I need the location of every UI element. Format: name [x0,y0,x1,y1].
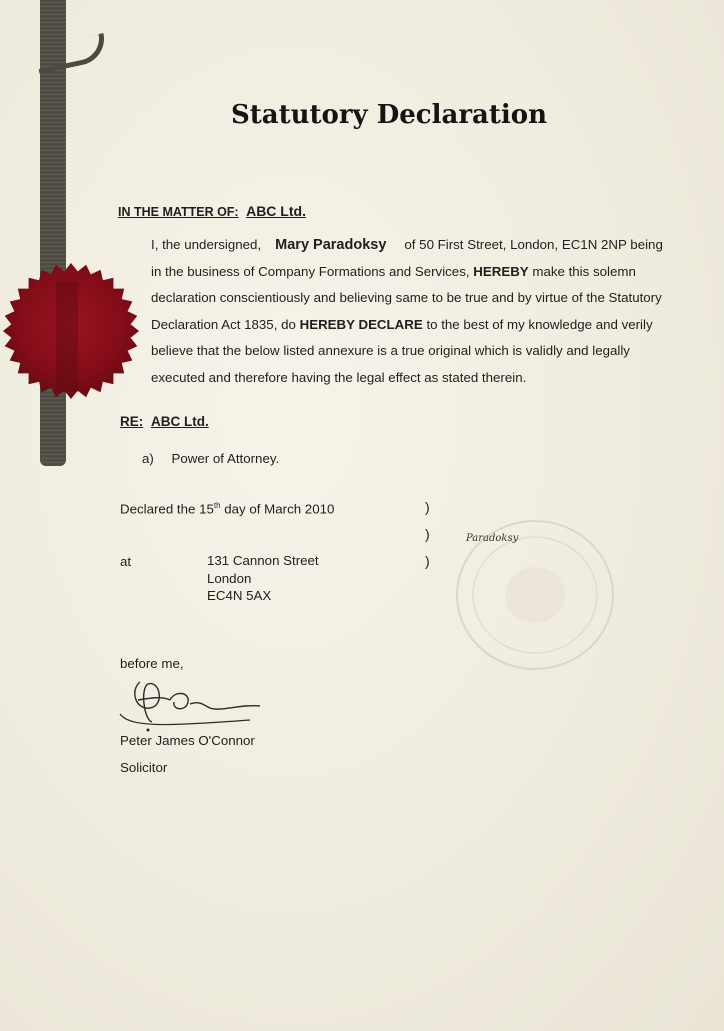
declaration-hereby: HEREBY [473,263,529,279]
declared-rest: day of March 2010 [220,501,335,517]
matter-label: IN THE MATTER OF: [118,205,239,219]
signer-name: Peter James O'Connor [120,733,255,748]
before-me-label: before me, [120,656,184,671]
matter-heading [118,203,306,219]
declarant-signature: Paradoksy [466,533,519,544]
declared-date [120,501,334,516]
address-line: London [207,570,252,586]
address-line: EC4N 5AX [207,588,272,603]
re-label: RE: [120,414,144,429]
declared-suffix: th [213,501,221,510]
at-label: at [120,554,132,569]
annexure-item [142,451,279,466]
annexure-marker: a) [142,451,154,466]
parenthesis: ) [425,553,430,569]
signer-title: Solicitor [120,760,168,775]
declared-prefix: Declared the 15 [120,501,214,517]
declaration-hereby-declare: HEREBY DECLARE [299,316,423,332]
declarant-name: Mary Paradoksy [275,237,387,253]
declaration-paragraph [151,232,671,392]
annexure-text: Power of Attorney. [171,451,280,466]
solicitor-signature-icon [110,670,280,740]
parenthesis: ) [425,526,430,542]
page-title: Statutory Declaration [230,100,548,130]
re-heading [120,414,209,429]
wax-seal-icon [2,262,140,400]
re-company: ABC Ltd. [151,414,209,429]
parenthesis: ) [425,499,430,515]
declaration-middle: make this solemn declaration conscientiously and believing same to be true and by virtue of the Statutory Declaration Act 1835, do [151,263,662,332]
matter-company: ABC Ltd. [246,203,306,219]
ribbon-loop [34,33,109,74]
declaration-end: to the best of my knowledge and verily believe that the below listed annexure is a true original which is validly and legally executed and therefore having the legal effect as stated therein. [151,316,653,385]
declaration-intro: I, the undersigned, [151,237,262,252]
declaration-address: of 50 First Street, London, EC1N 2NP being in the business of Company Formations and Services, [151,237,663,279]
declaration-address-block [207,552,319,605]
address-line: 131 Cannon Street [207,553,319,568]
